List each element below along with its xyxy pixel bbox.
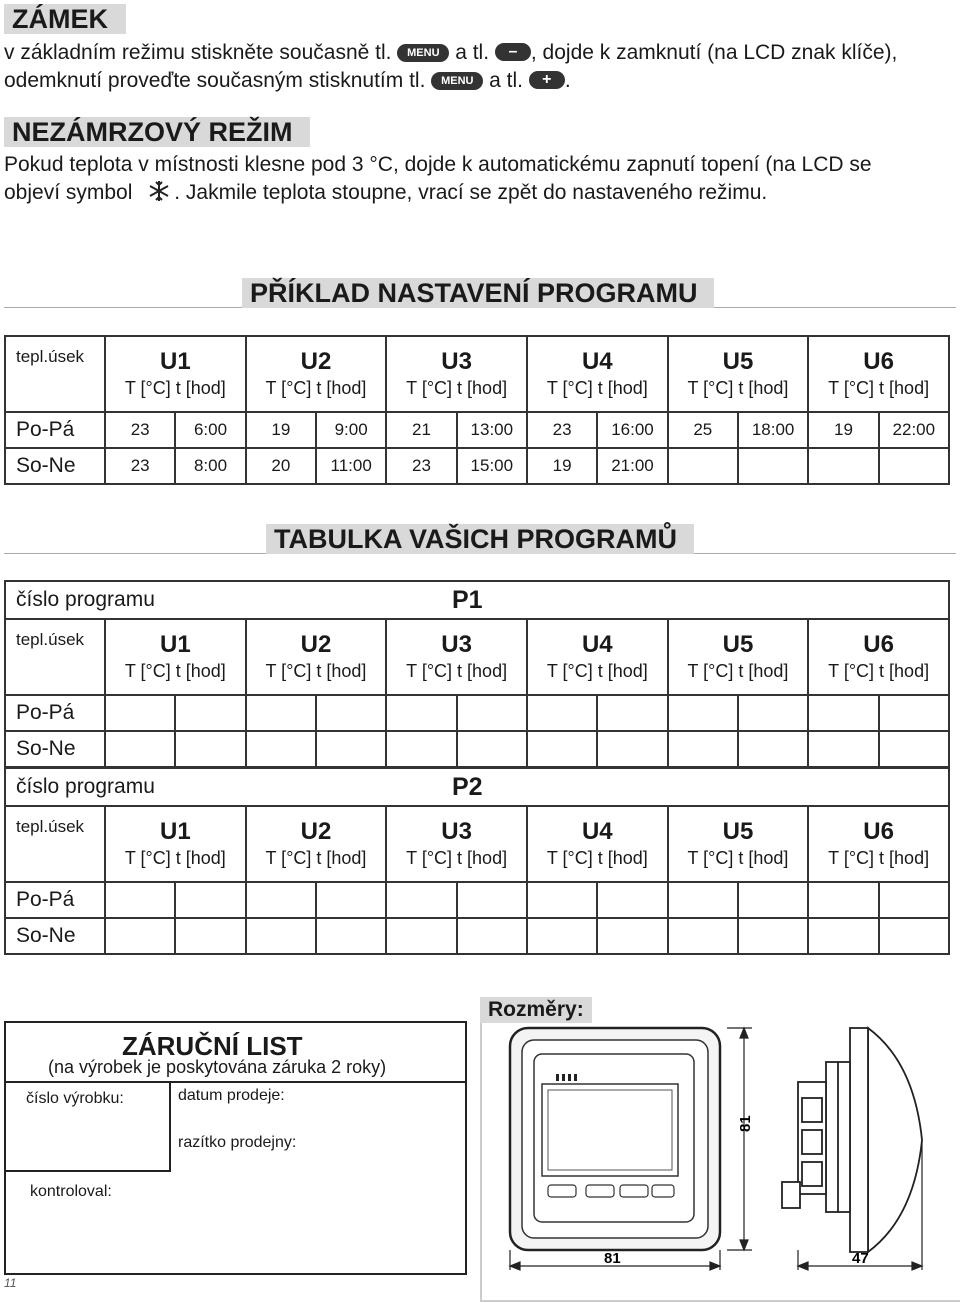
program-number-p2: P2 — [452, 773, 483, 801]
table-row — [5, 731, 949, 767]
empty-cell[interactable] — [597, 695, 667, 731]
dimensions-heading: Rozměry: — [480, 997, 592, 1023]
thermostat-drawing — [482, 1022, 958, 1300]
segment-header-u6: U6 T [°C] t [hod] — [808, 806, 949, 882]
empty-cell[interactable] — [808, 918, 878, 954]
empty-cell[interactable] — [808, 731, 878, 767]
table-cell: 23 — [386, 448, 456, 484]
empty-cell[interactable] — [668, 731, 738, 767]
empty-cell[interactable] — [527, 918, 597, 954]
frost-text-line-2: objeví symbol . Jakmile teplota stoupne, vrací se zpět do nastaveného režimu. — [4, 181, 768, 204]
empty-cell[interactable] — [246, 882, 316, 918]
empty-cell[interactable] — [597, 731, 667, 767]
warranty-divider — [4, 1081, 465, 1083]
segment-header-u6: U6 T [°C] t [hod] — [808, 619, 949, 695]
empty-cell[interactable] — [527, 882, 597, 918]
table-cell: 22:00 — [879, 412, 949, 448]
table-cell: 16:00 — [597, 412, 667, 448]
table-row — [5, 918, 949, 954]
segment-header-u5: U5 T [°C] t [hod] — [668, 806, 809, 882]
table-cell: 18:00 — [738, 412, 808, 448]
empty-cell[interactable] — [316, 731, 386, 767]
empty-cell[interactable] — [738, 731, 808, 767]
table-cell: 13:00 — [457, 412, 527, 448]
table-cell: 20 — [246, 448, 316, 484]
table-cell — [738, 448, 808, 484]
program-number-label: číslo programu — [16, 588, 155, 611]
segment-header-u1: U1 T [°C] t [hod] — [105, 336, 246, 412]
frost-text-line-1: Pokud teplota v místnosti klesne pod 3 °C, dojde k automatickému zapnutí topení (na LCD se — [4, 153, 872, 176]
table-cell: 23 — [105, 412, 175, 448]
program-table-p1 — [4, 580, 950, 768]
segment-header-u4: U4 T [°C] t [hod] — [527, 336, 668, 412]
table-cell: 23 — [105, 448, 175, 484]
empty-cell[interactable] — [457, 918, 527, 954]
warranty-subtitle: (na výrobek je poskytována záruka 2 roky) — [48, 1057, 387, 1077]
table-cell: 21:00 — [597, 448, 667, 484]
table-cell — [668, 448, 738, 484]
table-cell: 9:00 — [316, 412, 386, 448]
segment-header-u2: U2 T [°C] t [hod] — [246, 806, 387, 882]
table-cell: 19 — [808, 412, 878, 448]
empty-cell[interactable] — [386, 731, 456, 767]
empty-cell[interactable] — [527, 695, 597, 731]
row-label: So-Ne — [5, 918, 105, 954]
empty-cell[interactable] — [175, 695, 245, 731]
segment-header-u3: U3 T [°C] t [hod] — [386, 619, 527, 695]
empty-cell[interactable] — [668, 695, 738, 731]
empty-cell[interactable] — [105, 731, 175, 767]
thermostat-side-view — [782, 1028, 922, 1252]
table-row — [5, 412, 949, 448]
empty-cell[interactable] — [105, 882, 175, 918]
snowflake-icon — [146, 179, 172, 203]
seller-stamp-label: razítko prodejny: — [178, 1134, 297, 1151]
segment-header-u5: U5 T [°C] t [hod] — [668, 619, 809, 695]
page-number: 11 — [4, 1276, 17, 1290]
width-value: 81 — [604, 1250, 621, 1267]
segment-header-u3: U3 T [°C] t [hod] — [386, 336, 527, 412]
empty-cell[interactable] — [879, 731, 949, 767]
table-cell: 6:00 — [175, 412, 245, 448]
empty-cell[interactable] — [246, 731, 316, 767]
table-row — [5, 882, 949, 918]
height-value: 81 — [737, 1115, 754, 1132]
row-label: Po-Pá — [5, 695, 105, 731]
empty-cell[interactable] — [668, 918, 738, 954]
segment-header-u3: U3 T [°C] t [hod] — [386, 806, 527, 882]
empty-cell[interactable] — [527, 731, 597, 767]
frost-heading: NEZÁMRZOVÝ REŽIM — [4, 117, 310, 147]
empty-cell[interactable] — [738, 882, 808, 918]
empty-cell[interactable] — [316, 882, 386, 918]
row-label: Po-Pá — [5, 412, 105, 448]
segment-header-u2: U2 T [°C] t [hod] — [246, 336, 387, 412]
segment-header-label: tepl.úsek — [5, 619, 105, 695]
lock-text-line-1: v základním režimu stiskněte současně tl. MENU a tl. – , dojde k zamknutí (na LCD znak klíče), — [4, 41, 898, 64]
table-cell: 19 — [246, 412, 316, 448]
empty-cell[interactable] — [808, 695, 878, 731]
empty-cell[interactable] — [879, 695, 949, 731]
warranty-title: ZÁRUČNÍ LIST — [122, 1031, 303, 1061]
segment-header-label: tepl.úsek — [5, 336, 105, 412]
table-cell — [808, 448, 878, 484]
menu-button-icon: MENU — [431, 72, 483, 90]
empty-cell[interactable] — [597, 918, 667, 954]
height-dimension — [727, 1028, 752, 1250]
empty-cell[interactable] — [175, 918, 245, 954]
empty-cell[interactable] — [738, 918, 808, 954]
segment-header-label: tepl.úsek — [5, 806, 105, 882]
row-label: So-Ne — [5, 448, 105, 484]
empty-cell[interactable] — [316, 695, 386, 731]
empty-cell[interactable] — [105, 695, 175, 731]
empty-cell[interactable] — [105, 918, 175, 954]
depth-value: 47 — [852, 1250, 869, 1267]
table-cell: 8:00 — [175, 448, 245, 484]
program-table-p2 — [4, 767, 950, 955]
empty-cell[interactable] — [668, 882, 738, 918]
example-program-table — [4, 335, 950, 485]
warranty-divider — [4, 1170, 171, 1172]
thermostat-front-view — [510, 1028, 720, 1250]
example-heading: PŘÍKLAD NASTAVENÍ PROGRAMU — [242, 278, 714, 308]
empty-cell[interactable] — [597, 882, 667, 918]
table-cell: 15:00 — [457, 448, 527, 484]
minus-button-icon: – — [495, 43, 531, 61]
program-number-label: číslo programu — [16, 775, 155, 798]
table-row — [5, 695, 949, 731]
table-cell: 25 — [668, 412, 738, 448]
empty-cell[interactable] — [879, 882, 949, 918]
empty-cell[interactable] — [808, 882, 878, 918]
menu-button-icon: MENU — [397, 44, 449, 62]
sale-date-label: datum prodeje: — [178, 1087, 285, 1104]
segment-header-u4: U4 T [°C] t [hod] — [527, 619, 668, 695]
your-programs-heading: TABULKA VAŠICH PROGRAMŮ — [266, 524, 694, 554]
program-number-row — [5, 768, 949, 806]
lock-text-line-2: odemknutí proveďte současným stisknutím tl. MENU a tl. + . — [4, 69, 571, 92]
empty-cell[interactable] — [457, 731, 527, 767]
empty-cell[interactable] — [246, 918, 316, 954]
empty-cell[interactable] — [175, 731, 245, 767]
table-cell: 11:00 — [316, 448, 386, 484]
empty-cell[interactable] — [879, 918, 949, 954]
product-number-label: číslo výrobku: — [26, 1090, 124, 1107]
empty-cell[interactable] — [386, 882, 456, 918]
checked-by-label: kontroloval: — [30, 1183, 112, 1200]
lock-heading: ZÁMEK — [4, 4, 126, 34]
segment-header-u4: U4 T [°C] t [hod] — [527, 806, 668, 882]
row-label: Po-Pá — [5, 882, 105, 918]
empty-cell[interactable] — [386, 695, 456, 731]
program-number-row — [5, 581, 949, 619]
segment-header-u5: U5 T [°C] t [hod] — [668, 336, 809, 412]
segment-header-u1: U1 T [°C] t [hod] — [105, 806, 246, 882]
row-label: So-Ne — [5, 731, 105, 767]
table-row — [5, 448, 949, 484]
empty-cell[interactable] — [457, 695, 527, 731]
empty-cell[interactable] — [316, 918, 386, 954]
table-cell: 23 — [527, 412, 597, 448]
empty-cell[interactable] — [386, 918, 456, 954]
program-number-p1: P1 — [452, 586, 483, 614]
empty-cell[interactable] — [246, 695, 316, 731]
empty-cell[interactable] — [457, 882, 527, 918]
table-cell: 19 — [527, 448, 597, 484]
empty-cell[interactable] — [175, 882, 245, 918]
warranty-divider — [169, 1081, 171, 1170]
segment-header-u1: U1 T [°C] t [hod] — [105, 619, 246, 695]
table-cell — [879, 448, 949, 484]
plus-button-icon: + — [529, 71, 565, 89]
empty-cell[interactable] — [738, 695, 808, 731]
table-cell: 21 — [386, 412, 456, 448]
segment-header-u6: U6 T [°C] t [hod] — [808, 336, 949, 412]
segment-header-u2: U2 T [°C] t [hod] — [246, 619, 387, 695]
